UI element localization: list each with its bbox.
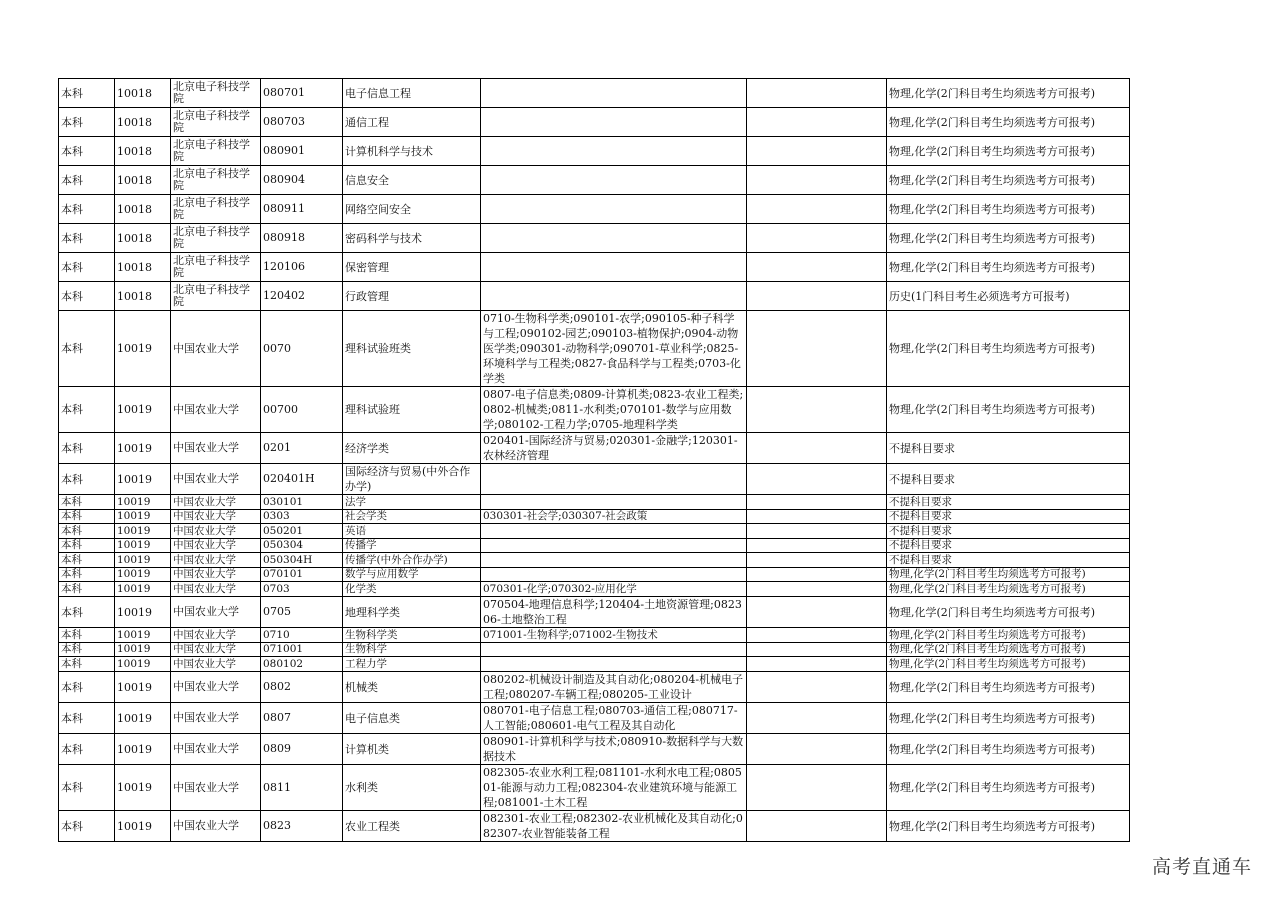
major-code-cell: 080918: [261, 224, 343, 253]
table-row: [59, 195, 1130, 224]
subject-requirement-cell: 物理,化学(2门科目考生均须选考方可报考): [887, 79, 1130, 108]
table-row: [59, 433, 1130, 464]
school-code-cell: 10018: [115, 253, 171, 282]
remarks-cell: [747, 703, 887, 734]
major-name-cell: 通信工程: [343, 108, 481, 137]
remarks-cell: [747, 253, 887, 282]
major-code-cell: 080911: [261, 195, 343, 224]
level-cell: 本科: [59, 539, 115, 553]
level-cell: 本科: [59, 765, 115, 811]
level-cell: 本科: [59, 597, 115, 628]
level-cell: 本科: [59, 811, 115, 842]
major-code-cell: 0201: [261, 433, 343, 464]
major-name-cell: 生物科学: [343, 643, 481, 657]
table-row: [59, 703, 1130, 734]
level-cell: 本科: [59, 643, 115, 657]
included-majors-cell: 0710-生物科学类;090101-农学;090105-种子科学与工程;090102-园艺;090103-植物保护;0904-动物医学类;090301-动物科学;090701-草业科学;0825-环境科学与工程类;0827-食品科学与工程类;0703-化学类: [481, 311, 747, 387]
school-name-cell: 中国农业大学: [171, 539, 261, 553]
table-row: [59, 510, 1130, 524]
level-cell: 本科: [59, 311, 115, 387]
school-code-cell: 10019: [115, 387, 171, 433]
school-code-cell: 10019: [115, 811, 171, 842]
included-majors-cell: 071001-生物科学;071002-生物技术: [481, 628, 747, 643]
remarks-cell: [747, 643, 887, 657]
subject-requirement-cell: 物理,化学(2门科目考生均须选考方可报考): [887, 166, 1130, 195]
table-row: [59, 628, 1130, 643]
school-name-cell: 中国农业大学: [171, 387, 261, 433]
school-name-cell: 北京电子科技学院: [171, 166, 261, 195]
major-code-cell: 0705: [261, 597, 343, 628]
level-cell: 本科: [59, 553, 115, 568]
level-cell: 本科: [59, 568, 115, 582]
remarks-cell: [747, 568, 887, 582]
subject-requirement-cell: 物理,化学(2门科目考生均须选考方可报考): [887, 582, 1130, 597]
included-majors-cell: [481, 195, 747, 224]
included-majors-cell: [481, 657, 747, 672]
school-name-cell: 北京电子科技学院: [171, 137, 261, 166]
major-name-cell: 法学: [343, 495, 481, 510]
included-majors-cell: [481, 108, 747, 137]
school-code-cell: 10019: [115, 582, 171, 597]
table-row: [59, 765, 1130, 811]
school-code-cell: 10018: [115, 79, 171, 108]
subject-requirement-cell: 物理,化学(2门科目考生均须选考方可报考): [887, 224, 1130, 253]
school-code-cell: 10019: [115, 524, 171, 539]
level-cell: 本科: [59, 495, 115, 510]
subject-requirement-cell: 物理,化学(2门科目考生均须选考方可报考): [887, 672, 1130, 703]
major-code-cell: 0710: [261, 628, 343, 643]
major-name-cell: 保密管理: [343, 253, 481, 282]
school-code-cell: 10019: [115, 765, 171, 811]
table-row: [59, 524, 1130, 539]
major-code-cell: 080701: [261, 79, 343, 108]
included-majors-cell: 080202-机械设计制造及其自动化;080204-机械电子工程;080207-车辆工程;080205-工业设计: [481, 672, 747, 703]
included-majors-cell: 070301-化学;070302-应用化学: [481, 582, 747, 597]
school-name-cell: 中国农业大学: [171, 811, 261, 842]
major-code-cell: 050201: [261, 524, 343, 539]
major-name-cell: 数学与应用数学: [343, 568, 481, 582]
table-row: [59, 811, 1130, 842]
level-cell: 本科: [59, 582, 115, 597]
major-name-cell: 行政管理: [343, 282, 481, 311]
school-code-cell: 10019: [115, 597, 171, 628]
table-body: [59, 79, 1130, 842]
school-name-cell: 中国农业大学: [171, 597, 261, 628]
included-majors-cell: 082305-农业水利工程;081101-水利水电工程;080501-能源与动力工程;082304-农业建筑环境与能源工程;081001-土木工程: [481, 765, 747, 811]
table-row: [59, 643, 1130, 657]
included-majors-cell: [481, 568, 747, 582]
major-name-cell: 电子信息类: [343, 703, 481, 734]
major-code-cell: 120402: [261, 282, 343, 311]
major-code-cell: 080703: [261, 108, 343, 137]
level-cell: 本科: [59, 433, 115, 464]
included-majors-cell: 082301-农业工程;082302-农业机械化及其自动化;082307-农业智能装备工程: [481, 811, 747, 842]
included-majors-cell: [481, 282, 747, 311]
included-majors-cell: [481, 539, 747, 553]
subject-requirement-cell: 物理,化学(2门科目考生均须选考方可报考): [887, 703, 1130, 734]
school-name-cell: 中国农业大学: [171, 734, 261, 765]
school-name-cell: 北京电子科技学院: [171, 224, 261, 253]
level-cell: 本科: [59, 734, 115, 765]
school-name-cell: 中国农业大学: [171, 703, 261, 734]
school-code-cell: 10019: [115, 643, 171, 657]
level-cell: 本科: [59, 282, 115, 311]
major-name-cell: 农业工程类: [343, 811, 481, 842]
level-cell: 本科: [59, 464, 115, 495]
major-code-cell: 020401H: [261, 464, 343, 495]
table-row: [59, 657, 1130, 672]
major-code-cell: 050304H: [261, 553, 343, 568]
watermark: 高考直通车: [1151, 856, 1252, 878]
major-code-cell: 0303: [261, 510, 343, 524]
major-name-cell: 电子信息工程: [343, 79, 481, 108]
level-cell: 本科: [59, 253, 115, 282]
major-code-cell: 080102: [261, 657, 343, 672]
school-code-cell: 10019: [115, 734, 171, 765]
school-code-cell: 10018: [115, 195, 171, 224]
school-code-cell: 10018: [115, 137, 171, 166]
table-row: [59, 672, 1130, 703]
subject-requirement-cell: 物理,化学(2门科目考生均须选考方可报考): [887, 108, 1130, 137]
remarks-cell: [747, 495, 887, 510]
subject-requirement-cell: 物理,化学(2门科目考生均须选考方可报考): [887, 657, 1130, 672]
school-code-cell: 10019: [115, 510, 171, 524]
major-name-cell: 网络空间安全: [343, 195, 481, 224]
level-cell: 本科: [59, 387, 115, 433]
table-row: [59, 734, 1130, 765]
school-name-cell: 北京电子科技学院: [171, 79, 261, 108]
school-code-cell: 10019: [115, 311, 171, 387]
included-majors-cell: [481, 137, 747, 166]
subject-requirement-cell: 物理,化学(2门科目考生均须选考方可报考): [887, 765, 1130, 811]
major-code-cell: 070101: [261, 568, 343, 582]
included-majors-cell: [481, 643, 747, 657]
school-name-cell: 中国农业大学: [171, 643, 261, 657]
major-name-cell: 计算机类: [343, 734, 481, 765]
major-name-cell: 信息安全: [343, 166, 481, 195]
table-row: [59, 253, 1130, 282]
major-code-cell: 0807: [261, 703, 343, 734]
major-name-cell: 理科试验班: [343, 387, 481, 433]
table-row: [59, 464, 1130, 495]
table-row: [59, 539, 1130, 553]
level-cell: 本科: [59, 108, 115, 137]
school-name-cell: 北京电子科技学院: [171, 282, 261, 311]
subject-requirement-cell: 物理,化学(2门科目考生均须选考方可报考): [887, 628, 1130, 643]
major-name-cell: 计算机科学与技术: [343, 137, 481, 166]
major-name-cell: 英语: [343, 524, 481, 539]
school-name-cell: 中国农业大学: [171, 553, 261, 568]
subject-requirement-cell: 物理,化学(2门科目考生均须选考方可报考): [887, 734, 1130, 765]
included-majors-cell: [481, 79, 747, 108]
table-row: [59, 582, 1130, 597]
table-row: [59, 568, 1130, 582]
remarks-cell: [747, 597, 887, 628]
subject-requirement-cell: 物理,化学(2门科目考生均须选考方可报考): [887, 568, 1130, 582]
subject-requirement-cell: 物理,化学(2门科目考生均须选考方可报考): [887, 311, 1130, 387]
school-code-cell: 10019: [115, 568, 171, 582]
school-name-cell: 中国农业大学: [171, 311, 261, 387]
major-code-cell: 0811: [261, 765, 343, 811]
remarks-cell: [747, 672, 887, 703]
remarks-cell: [747, 765, 887, 811]
school-code-cell: 10019: [115, 672, 171, 703]
level-cell: 本科: [59, 672, 115, 703]
major-code-cell: 0070: [261, 311, 343, 387]
school-code-cell: 10018: [115, 224, 171, 253]
level-cell: 本科: [59, 524, 115, 539]
school-name-cell: 中国农业大学: [171, 568, 261, 582]
school-code-cell: 10018: [115, 282, 171, 311]
included-majors-cell: [481, 524, 747, 539]
included-majors-cell: 070504-地理信息科学;120404-土地资源管理;082306-土地整治工程: [481, 597, 747, 628]
remarks-cell: [747, 137, 887, 166]
school-name-cell: 北京电子科技学院: [171, 195, 261, 224]
table-row: [59, 387, 1130, 433]
school-code-cell: 10018: [115, 108, 171, 137]
subject-requirement-cell: 物理,化学(2门科目考生均须选考方可报考): [887, 643, 1130, 657]
table-row: [59, 311, 1130, 387]
major-name-cell: 密码科学与技术: [343, 224, 481, 253]
major-name-cell: 国际经济与贸易(中外合作办学): [343, 464, 481, 495]
table-row: [59, 137, 1130, 166]
subject-requirement-cell: 不提科目要求: [887, 510, 1130, 524]
major-code-cell: 00700: [261, 387, 343, 433]
major-code-cell: 120106: [261, 253, 343, 282]
major-code-cell: 0802: [261, 672, 343, 703]
major-name-cell: 社会学类: [343, 510, 481, 524]
subject-requirement-cell: 不提科目要求: [887, 464, 1130, 495]
subject-requirement-cell: 物理,化学(2门科目考生均须选考方可报考): [887, 137, 1130, 166]
school-name-cell: 中国农业大学: [171, 657, 261, 672]
subject-requirement-cell: 不提科目要求: [887, 553, 1130, 568]
subject-requirement-cell: 不提科目要求: [887, 495, 1130, 510]
school-name-cell: 北京电子科技学院: [171, 108, 261, 137]
major-code-cell: 071001: [261, 643, 343, 657]
level-cell: 本科: [59, 166, 115, 195]
remarks-cell: [747, 311, 887, 387]
subject-requirement-cell: 历史(1门科目考生必须选考方可报考): [887, 282, 1130, 311]
remarks-cell: [747, 282, 887, 311]
remarks-cell: [747, 166, 887, 195]
remarks-cell: [747, 539, 887, 553]
school-code-cell: 10019: [115, 539, 171, 553]
remarks-cell: [747, 553, 887, 568]
subject-requirement-cell: 物理,化学(2门科目考生均须选考方可报考): [887, 811, 1130, 842]
school-name-cell: 中国农业大学: [171, 765, 261, 811]
remarks-cell: [747, 108, 887, 137]
included-majors-cell: [481, 495, 747, 510]
remarks-cell: [747, 79, 887, 108]
major-name-cell: 传播学: [343, 539, 481, 553]
included-majors-cell: [481, 253, 747, 282]
major-name-cell: 地理科学类: [343, 597, 481, 628]
major-code-cell: 080901: [261, 137, 343, 166]
major-name-cell: 传播学(中外合作办学): [343, 553, 481, 568]
school-name-cell: 中国农业大学: [171, 524, 261, 539]
major-code-cell: 080904: [261, 166, 343, 195]
school-code-cell: 10018: [115, 166, 171, 195]
level-cell: 本科: [59, 137, 115, 166]
level-cell: 本科: [59, 628, 115, 643]
table-row: [59, 553, 1130, 568]
table-row: [59, 79, 1130, 108]
school-name-cell: 中国农业大学: [171, 433, 261, 464]
major-code-cell: 0703: [261, 582, 343, 597]
table-row: [59, 166, 1130, 195]
level-cell: 本科: [59, 224, 115, 253]
major-name-cell: 工程力学: [343, 657, 481, 672]
included-majors-cell: 020401-国际经济与贸易;020301-金融学;120301-农林经济管理: [481, 433, 747, 464]
school-name-cell: 中国农业大学: [171, 582, 261, 597]
school-name-cell: 中国农业大学: [171, 672, 261, 703]
major-code-cell: 030101: [261, 495, 343, 510]
level-cell: 本科: [59, 657, 115, 672]
remarks-cell: [747, 224, 887, 253]
remarks-cell: [747, 582, 887, 597]
included-majors-cell: [481, 224, 747, 253]
remarks-cell: [747, 811, 887, 842]
remarks-cell: [747, 734, 887, 765]
subject-requirement-cell: 物理,化学(2门科目考生均须选考方可报考): [887, 253, 1130, 282]
level-cell: 本科: [59, 510, 115, 524]
subject-requirement-cell: 不提科目要求: [887, 524, 1130, 539]
school-code-cell: 10019: [115, 657, 171, 672]
major-name-cell: 生物科学类: [343, 628, 481, 643]
school-code-cell: 10019: [115, 553, 171, 568]
major-name-cell: 化学类: [343, 582, 481, 597]
table-row: [59, 224, 1130, 253]
school-name-cell: 中国农业大学: [171, 464, 261, 495]
remarks-cell: [747, 464, 887, 495]
table-row: [59, 282, 1130, 311]
school-name-cell: 中国农业大学: [171, 628, 261, 643]
major-name-cell: 经济学类: [343, 433, 481, 464]
major-name-cell: 理科试验班类: [343, 311, 481, 387]
remarks-cell: [747, 433, 887, 464]
level-cell: 本科: [59, 195, 115, 224]
major-code-cell: 0809: [261, 734, 343, 765]
remarks-cell: [747, 524, 887, 539]
subject-requirement-cell: 物理,化学(2门科目考生均须选考方可报考): [887, 387, 1130, 433]
school-name-cell: 中国农业大学: [171, 510, 261, 524]
included-majors-cell: 080701-电子信息工程;080703-通信工程;080717-人工智能;080601-电气工程及其自动化: [481, 703, 747, 734]
remarks-cell: [747, 657, 887, 672]
table-row: [59, 597, 1130, 628]
subject-requirement-cell: 物理,化学(2门科目考生均须选考方可报考): [887, 195, 1130, 224]
included-majors-cell: 0807-电子信息类;0809-计算机类;0823-农业工程类;0802-机械类;0811-水利类;070101-数学与应用数学;080102-工程力学;0705-地理科学类: [481, 387, 747, 433]
included-majors-cell: [481, 553, 747, 568]
included-majors-cell: [481, 464, 747, 495]
level-cell: 本科: [59, 703, 115, 734]
major-name-cell: 水利类: [343, 765, 481, 811]
school-name-cell: 中国农业大学: [171, 495, 261, 510]
school-code-cell: 10019: [115, 703, 171, 734]
school-code-cell: 10019: [115, 433, 171, 464]
school-name-cell: 北京电子科技学院: [171, 253, 261, 282]
table-row: [59, 495, 1130, 510]
included-majors-cell: [481, 166, 747, 195]
major-name-cell: 机械类: [343, 672, 481, 703]
level-cell: 本科: [59, 79, 115, 108]
remarks-cell: [747, 510, 887, 524]
subject-requirement-cell: 不提科目要求: [887, 539, 1130, 553]
remarks-cell: [747, 195, 887, 224]
major-code-cell: 0823: [261, 811, 343, 842]
included-majors-cell: 030301-社会学;030307-社会政策: [481, 510, 747, 524]
included-majors-cell: 080901-计算机科学与技术;080910-数据科学与大数据技术: [481, 734, 747, 765]
subject-requirement-cell: 物理,化学(2门科目考生均须选考方可报考): [887, 597, 1130, 628]
school-code-cell: 10019: [115, 464, 171, 495]
remarks-cell: [747, 628, 887, 643]
remarks-cell: [747, 387, 887, 433]
subject-requirement-cell: 不提科目要求: [887, 433, 1130, 464]
major-code-cell: 050304: [261, 539, 343, 553]
school-code-cell: 10019: [115, 495, 171, 510]
admission-requirements-table: [58, 78, 1130, 842]
school-code-cell: 10019: [115, 628, 171, 643]
table-row: [59, 108, 1130, 137]
